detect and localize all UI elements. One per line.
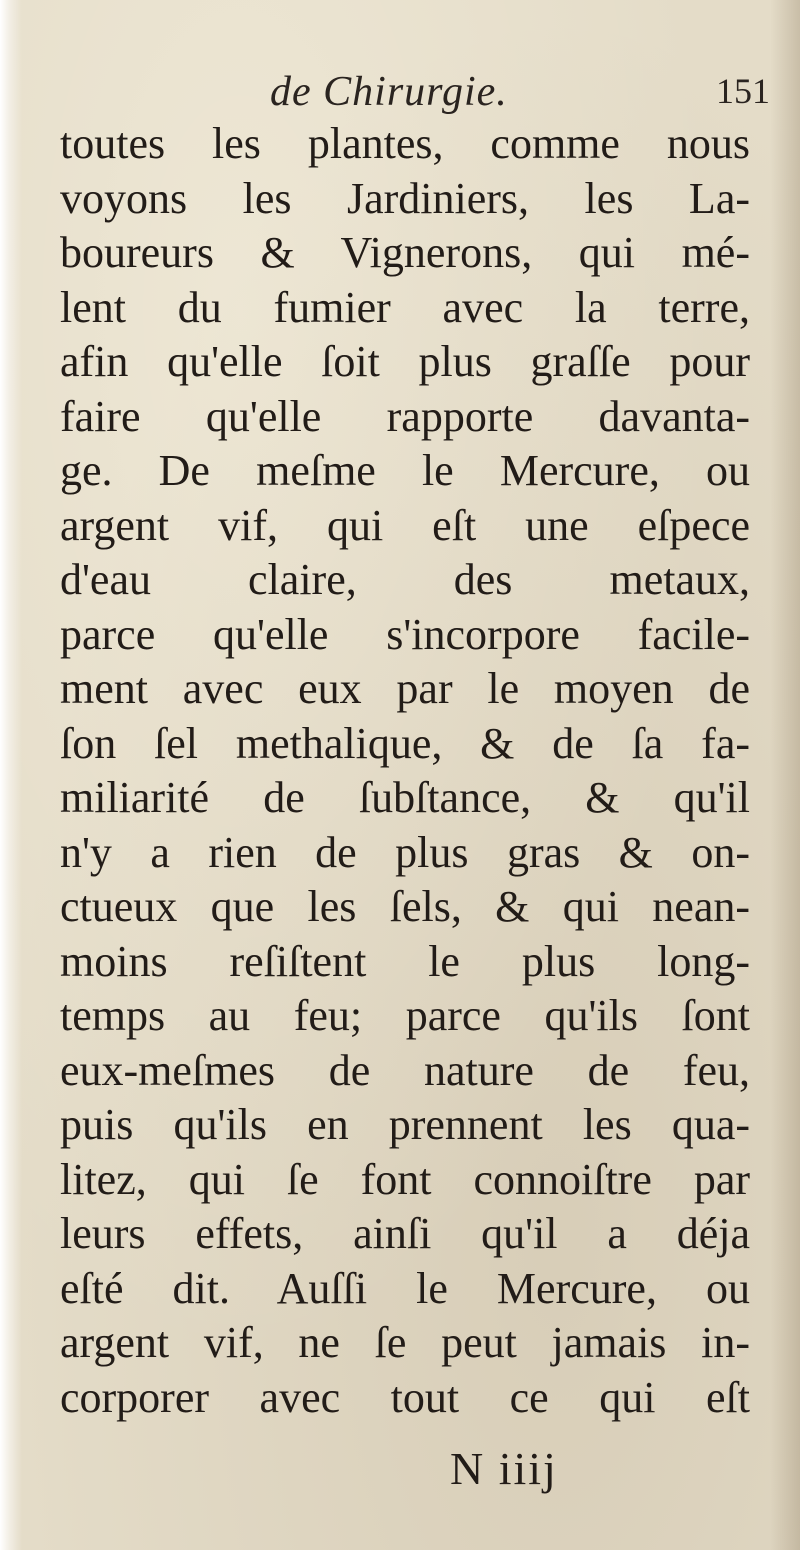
text-line: n'y a rien de plus gras & on- <box>60 827 750 877</box>
text-line: boureurs & Vignerons, qui mé- <box>60 228 750 277</box>
text-line: lent du fumier avec la terre, <box>60 282 750 332</box>
text-line: parce qu'elle s'incorpore facile- <box>60 609 750 659</box>
text-line: puis qu'ils en prennent les qua- <box>60 1100 750 1149</box>
page-gutter-shadow <box>770 0 800 1550</box>
text-line: litez, qui ſe font connoiſtre par <box>60 1154 750 1204</box>
text-line: temps au feu; parce qu'ils ſont <box>60 991 750 1040</box>
text-line: ſon ſel methalique, & de ſa fa- <box>60 718 750 768</box>
text-line: ment avec eux par le moyen de <box>60 664 750 713</box>
text-line: moins reſiſtent le plus long- <box>60 936 750 986</box>
text-line: afin qu'elle ſoit plus graſſe pour <box>60 337 750 386</box>
text-line: toutes les plantes, comme nous <box>60 119 750 168</box>
text-line: ctueux que les ſels, & qui nean- <box>60 882 750 931</box>
page-number: 151 <box>716 71 770 111</box>
text-line: voyons les Jardiniers, les La- <box>60 173 750 223</box>
text-line: faire qu'elle rapporte davanta- <box>60 391 750 441</box>
text-line: miliarité de ſubſtance, & qu'il <box>60 773 750 822</box>
text-line: corporer avec tout ce qui eſt <box>60 1372 750 1422</box>
text-line: d'eau claire, des metaux, <box>60 555 750 604</box>
text-line: argent vif, ne ſe peut jamais in- <box>60 1318 750 1367</box>
signature-mark: N iiij <box>450 1443 558 1494</box>
text-line: eſté dit. Auſſi le Mercure, ou <box>60 1263 750 1313</box>
page-left-edge <box>0 0 22 1550</box>
running-title: de Chirurgie. <box>270 69 508 115</box>
text-line: ge. De meſme le Mercure, ou <box>60 446 750 495</box>
text-line: argent vif, qui eſt une eſpece <box>60 500 750 550</box>
text-line: leurs effets, ainſi qu'il a déja <box>60 1209 750 1258</box>
text-line: eux-meſmes de nature de feu, <box>60 1045 750 1095</box>
body-text <box>60 117 750 1425</box>
